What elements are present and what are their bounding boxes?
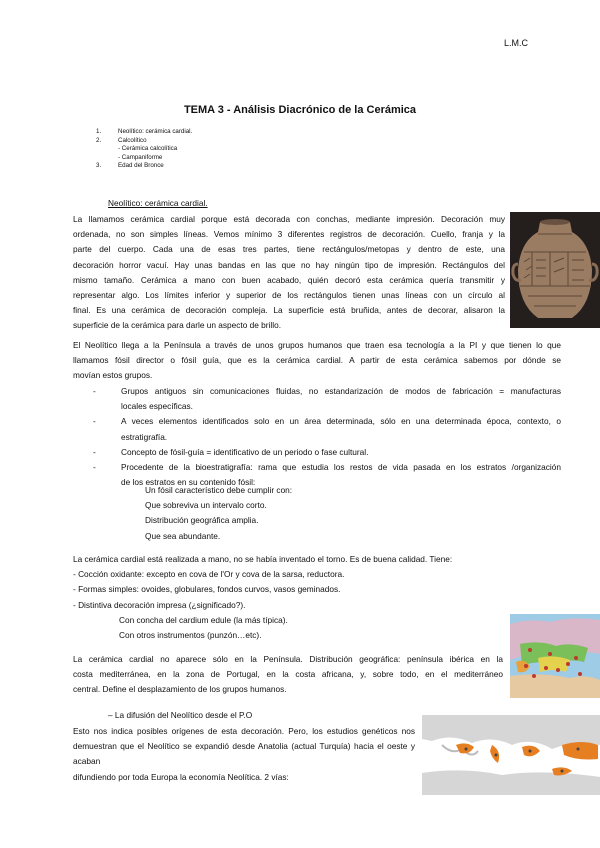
text-line: - Cocción oxidante: excepto en cova de l'Or y cova de la sarsa, reductora.	[73, 569, 345, 580]
text-line: La cerámica cardial no aparece sólo en la Península. Distribución geográfica: península ibérica en la	[73, 654, 503, 664]
text-line: costa mediterránea, en la zona de Portugal, en la costa africana, y, sobre todo, en el mediterráneo	[73, 669, 503, 680]
toc-item: - Cerámica calcolítica	[118, 145, 178, 153]
text-line: Con otros instrumentos (punzón…etc).	[119, 630, 262, 641]
text-line: Que sobreviva un intervalo corto.	[145, 500, 267, 511]
text-line: central. Define el desplazamiento de los grupos humanos.	[73, 684, 287, 695]
cardial-description	[73, 212, 505, 334]
text-line: Con concha del cardium edule (la más típica).	[119, 614, 288, 625]
geographic-distribution-paragraph	[73, 652, 503, 698]
text-line: La cerámica cardial está realizada a mano, no se había inventado el torno. Es de buena calidad. Tiene:	[73, 554, 453, 564]
toc-item: 1. Neolítico: cerámica cardial.	[96, 128, 193, 135]
neolithic-diffusion-paragraph	[73, 724, 415, 785]
cardial-vase-image	[510, 212, 600, 328]
author-initials: L.M.C	[503, 38, 528, 48]
text-line: final. Es una cerámica de decoración compleja. La superficie está bruñida, antes de decorar, alisaron la	[73, 305, 505, 316]
neolithic-arrival-paragraph	[73, 338, 561, 384]
text-line: superficie de la cerámica para darle un aspecto de brillo.	[73, 320, 281, 331]
text-line: difundiendo por toda Europa la economía Neolítica. 2 vías:	[73, 771, 289, 782]
text-line: llamamos fósil director o fósil guía, que es la cerámica cardial. A partir de esta cerámica sabemos por dónde se	[73, 355, 561, 366]
text-line: - Distintiva decoración impresa (¿significado?).	[73, 599, 246, 610]
text-line: demuestran que el Neolítico se expandió desde Anatolia (actual Turquía) hacia el oeste y acaban	[73, 741, 415, 767]
text-line: movían estos grupos.	[73, 370, 153, 381]
text-line: representar algo. Los límites inferior y superior de los rectángulos tienen unas líneas con un círculo al	[73, 290, 505, 301]
section-heading-neolithic: Neolítico: cerámica cardial.	[108, 198, 208, 208]
text-line: decoración horror vacuí. Hay unas bandas en las que no hay ningún tipo de impresión. Rectángulos del	[73, 259, 505, 270]
cardial-distribution-map	[510, 614, 600, 698]
text-line: mismo tamaño. Cerámica a mano con buen acabado, quién decoró esta cerámica quería transmitir y	[73, 274, 505, 285]
toc-item: 2. Calcolítico	[96, 136, 147, 144]
table-of-contents	[96, 128, 192, 171]
neolithic-diffusion-map	[422, 715, 600, 795]
list-item: - Grupos antiguos sin comunicaciones fluidas, no estandarización de modos de fabricación = manufacturas locales específicas.	[93, 384, 561, 414]
text-line: Un fósil característico debe cumplir con:	[145, 485, 293, 495]
text-line: - Formas simples: ovoides, globulares, fondos curvos, vasos geminados.	[73, 584, 341, 595]
page-title: TEMA 3 - Análisis Diacrónico de la Cerámica	[183, 104, 417, 116]
text-line: El Neolítico llega a la Península a través de unos grupos humanos que traen esa tecnología a la PI y que tienen lo que	[73, 340, 561, 350]
toc-item: - Campaniforme	[118, 153, 163, 161]
list-item: - A veces elementos identificados solo en un área determinada, sólo en una determinada época, contexto, o estratigrafía.	[93, 414, 561, 444]
section-heading-diffusion: – La difusión del Neolítico desde el P.O	[108, 710, 253, 720]
toc-item: 3. Edad del Bronce	[96, 162, 164, 170]
cardial-features-paragraph	[73, 552, 503, 643]
text-line: Distribución geográfica amplia.	[145, 515, 259, 526]
list-item: - Concepto de fósil-guía = identificativo de un periodo o fase cultural.	[93, 445, 561, 460]
list-item: - Procedente de la bioestratigrafía: rama que estudia los restos de vida pasada en los estratos /organización de los estratos en su contenido fósil:	[93, 460, 561, 490]
text-line: La llamamos cerámica cardial porque está decorada con conchas, mediante impresión. Decoración muy	[73, 214, 505, 224]
text-line: Esto nos indica posibles orígenes de esta decoración. Pero, los estudios genéticos nos	[73, 726, 415, 736]
fossil-conditions	[145, 483, 445, 544]
text-line: ordenada, no son simples líneas. Vemos mínimo 3 diferentes registros de decoración. Cuello, franja y la	[73, 229, 505, 240]
text-line: parte del cuerpo. Cada una de esas tres partes, tiene rectángulos/metopas y dentro de este, una	[73, 244, 505, 255]
fossil-guide-list	[93, 384, 561, 490]
text-line: Que sea abundante.	[145, 530, 221, 541]
